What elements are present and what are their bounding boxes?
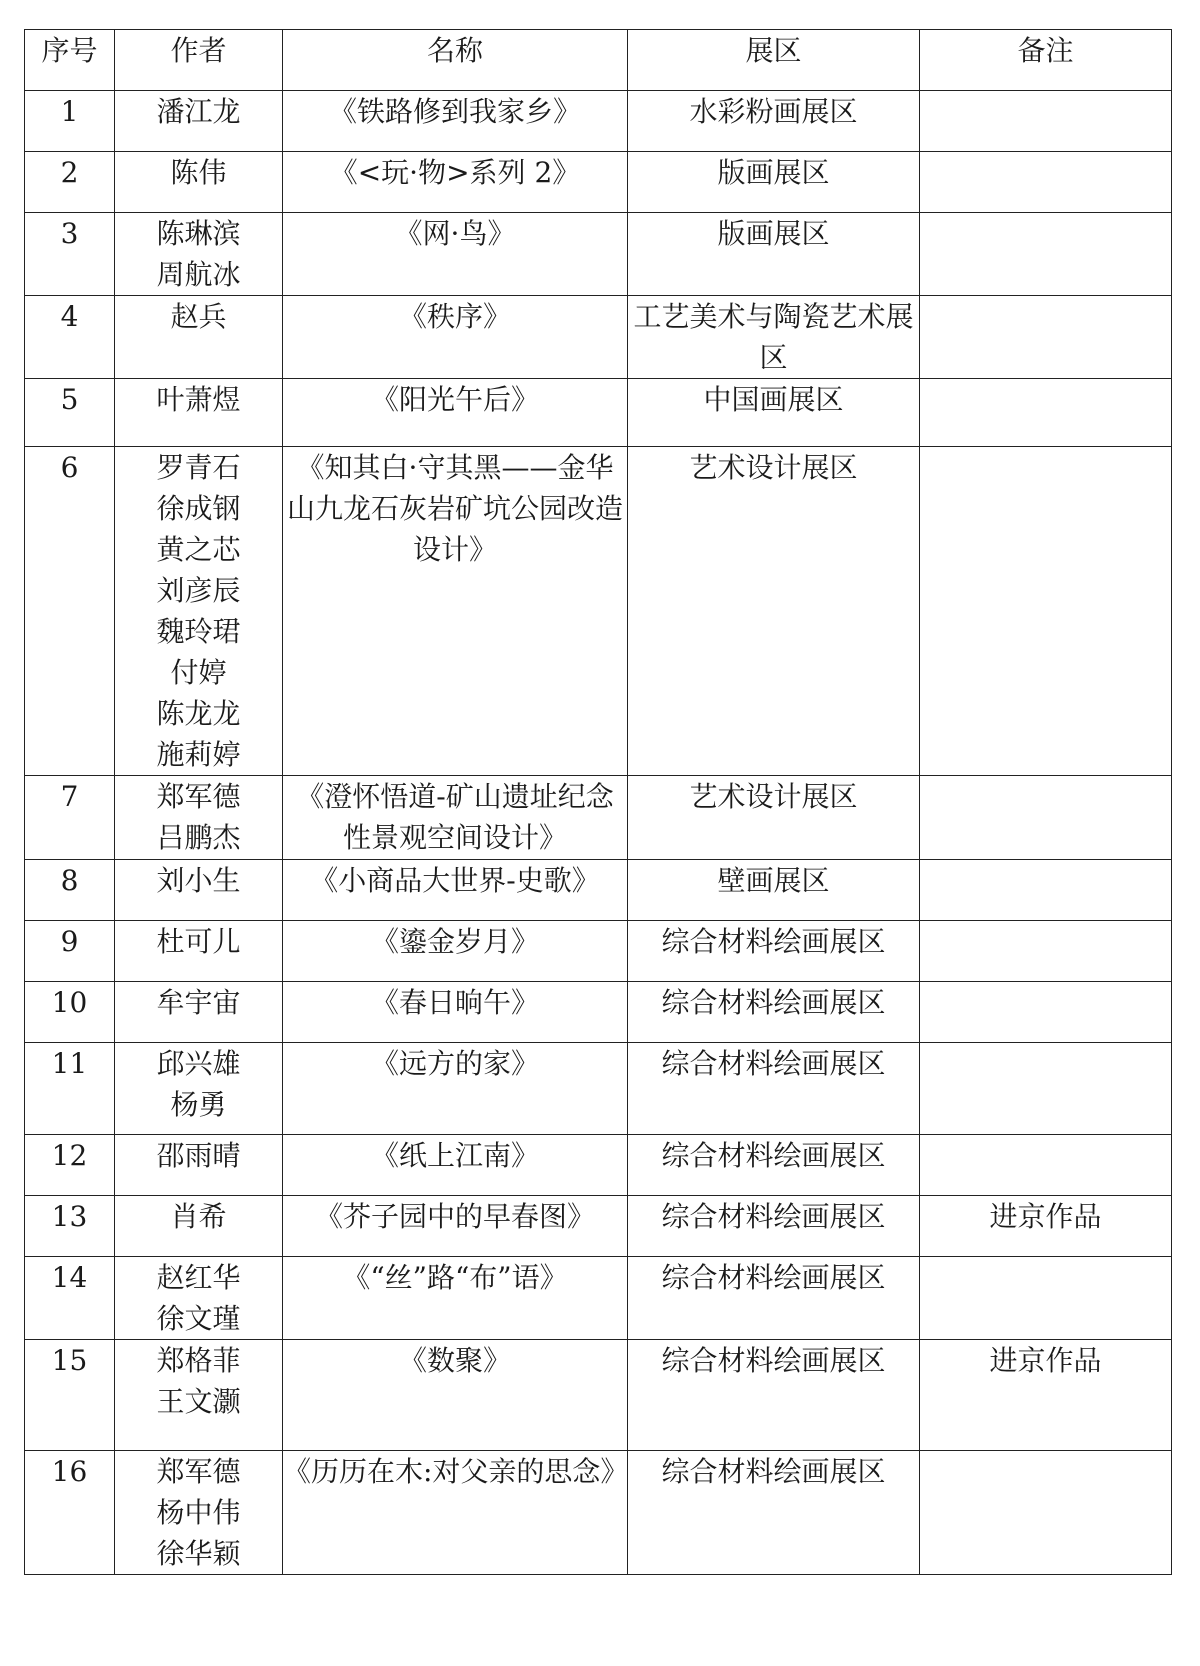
cell-authors: 郑军德 杨中伟 徐华颖 xyxy=(115,1451,283,1575)
cell-title: 《网·鸟》 xyxy=(283,213,628,296)
cell-title: 《小商品大世界-史歌》 xyxy=(283,860,628,921)
cell-title: 《历历在木:对父亲的思念》 xyxy=(283,1451,628,1575)
table-row xyxy=(25,921,1172,982)
cell-authors: 陈伟 xyxy=(115,152,283,213)
header-author: 作者 xyxy=(115,30,283,91)
cell-note xyxy=(920,776,1172,860)
cell-title: 《知其白·守其黑——金华山九龙石灰岩矿坑公园改造设计》 xyxy=(283,447,628,776)
cell-index: 1 xyxy=(25,91,115,152)
cell-title: 《鎏金岁月》 xyxy=(283,921,628,982)
header-row xyxy=(25,30,1172,91)
table-row xyxy=(25,379,1172,447)
cell-authors: 叶萧煜 xyxy=(115,379,283,447)
cell-note xyxy=(920,1043,1172,1135)
cell-authors: 刘小生 xyxy=(115,860,283,921)
table-row xyxy=(25,860,1172,921)
cell-title: 《远方的家》 xyxy=(283,1043,628,1135)
cell-index: 11 xyxy=(25,1043,115,1135)
header-zone: 展区 xyxy=(628,30,920,91)
cell-title: 《铁路修到我家乡》 xyxy=(283,91,628,152)
table-row xyxy=(25,1196,1172,1257)
cell-authors: 赵红华 徐文瑾 xyxy=(115,1257,283,1340)
table-row xyxy=(25,296,1172,379)
table-row xyxy=(25,91,1172,152)
cell-authors: 赵兵 xyxy=(115,296,283,379)
cell-authors: 郑军德 吕鹏杰 xyxy=(115,776,283,860)
table-row xyxy=(25,982,1172,1043)
cell-note xyxy=(920,921,1172,982)
cell-index: 8 xyxy=(25,860,115,921)
cell-index: 5 xyxy=(25,379,115,447)
cell-zone: 综合材料绘画展区 xyxy=(628,921,920,982)
table-row xyxy=(25,1451,1172,1575)
cell-zone: 综合材料绘画展区 xyxy=(628,1451,920,1575)
cell-note xyxy=(920,1451,1172,1575)
cell-authors: 陈琳滨 周航冰 xyxy=(115,213,283,296)
cell-note xyxy=(920,447,1172,776)
cell-zone: 版画展区 xyxy=(628,152,920,213)
cell-note xyxy=(920,296,1172,379)
cell-zone: 水彩粉画展区 xyxy=(628,91,920,152)
table-row xyxy=(25,447,1172,776)
cell-zone: 综合材料绘画展区 xyxy=(628,1196,920,1257)
cell-index: 6 xyxy=(25,447,115,776)
cell-index: 7 xyxy=(25,776,115,860)
cell-title: 《芥子园中的早春图》 xyxy=(283,1196,628,1257)
cell-note: 进京作品 xyxy=(920,1340,1172,1451)
cell-zone: 艺术设计展区 xyxy=(628,447,920,776)
cell-title: 《阳光午后》 xyxy=(283,379,628,447)
cell-index: 14 xyxy=(25,1257,115,1340)
cell-note xyxy=(920,1257,1172,1340)
cell-title: 《<玩·物>系列 2》 xyxy=(283,152,628,213)
cell-zone: 综合材料绘画展区 xyxy=(628,1043,920,1135)
cell-index: 9 xyxy=(25,921,115,982)
table-body xyxy=(25,91,1172,1575)
cell-note xyxy=(920,860,1172,921)
table-row xyxy=(25,1043,1172,1135)
cell-note xyxy=(920,152,1172,213)
exhibit-table xyxy=(24,29,1172,1575)
cell-index: 4 xyxy=(25,296,115,379)
cell-zone: 综合材料绘画展区 xyxy=(628,1340,920,1451)
header-index: 序号 xyxy=(25,30,115,91)
cell-index: 12 xyxy=(25,1135,115,1196)
header-note: 备注 xyxy=(920,30,1172,91)
cell-index: 2 xyxy=(25,152,115,213)
cell-zone: 中国画展区 xyxy=(628,379,920,447)
cell-zone: 综合材料绘画展区 xyxy=(628,1135,920,1196)
cell-title: 《秩序》 xyxy=(283,296,628,379)
cell-note xyxy=(920,379,1172,447)
table-row xyxy=(25,1257,1172,1340)
cell-index: 13 xyxy=(25,1196,115,1257)
cell-zone: 工艺美术与陶瓷艺术展区 xyxy=(628,296,920,379)
cell-title: 《“丝”路“布”语》 xyxy=(283,1257,628,1340)
cell-title: 《春日晌午》 xyxy=(283,982,628,1043)
cell-index: 3 xyxy=(25,213,115,296)
cell-title: 《澄怀悟道-矿山遗址纪念性景观空间设计》 xyxy=(283,776,628,860)
cell-authors: 邱兴雄 杨勇 xyxy=(115,1043,283,1135)
cell-zone: 壁画展区 xyxy=(628,860,920,921)
cell-authors: 邵雨晴 xyxy=(115,1135,283,1196)
table-row xyxy=(25,152,1172,213)
table-row xyxy=(25,776,1172,860)
cell-title: 《数聚》 xyxy=(283,1340,628,1451)
cell-zone: 综合材料绘画展区 xyxy=(628,1257,920,1340)
cell-index: 10 xyxy=(25,982,115,1043)
cell-authors: 牟宇宙 xyxy=(115,982,283,1043)
cell-zone: 艺术设计展区 xyxy=(628,776,920,860)
cell-authors: 杜可儿 xyxy=(115,921,283,982)
cell-authors: 郑格菲 王文灏 xyxy=(115,1340,283,1451)
cell-zone: 综合材料绘画展区 xyxy=(628,982,920,1043)
cell-authors: 潘江龙 xyxy=(115,91,283,152)
table-row xyxy=(25,1340,1172,1451)
cell-note xyxy=(920,982,1172,1043)
cell-index: 15 xyxy=(25,1340,115,1451)
cell-note xyxy=(920,1135,1172,1196)
cell-index: 16 xyxy=(25,1451,115,1575)
cell-note: 进京作品 xyxy=(920,1196,1172,1257)
cell-zone: 版画展区 xyxy=(628,213,920,296)
header-title: 名称 xyxy=(283,30,628,91)
cell-note xyxy=(920,213,1172,296)
table-row xyxy=(25,213,1172,296)
cell-title: 《纸上江南》 xyxy=(283,1135,628,1196)
cell-authors: 罗青石 徐成钢 黄之芯 刘彦辰 魏玲珺 付婷 陈龙龙 施莉婷 xyxy=(115,447,283,776)
cell-authors: 肖希 xyxy=(115,1196,283,1257)
cell-note xyxy=(920,91,1172,152)
table-row xyxy=(25,1135,1172,1196)
